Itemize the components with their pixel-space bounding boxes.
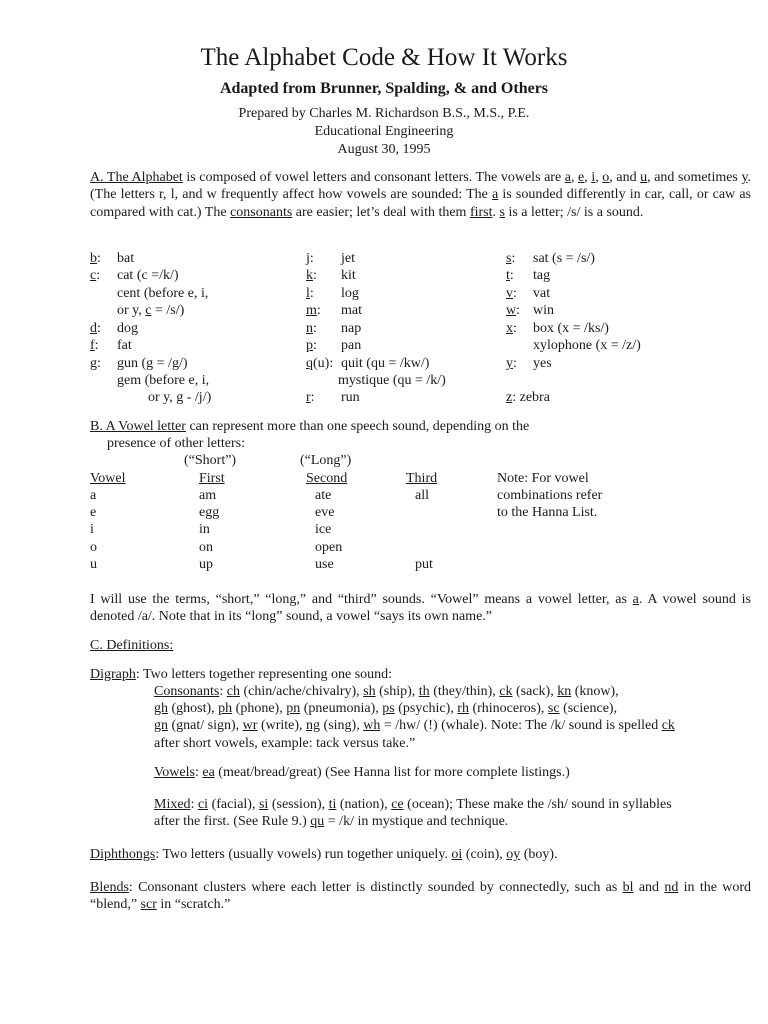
consonants-line-2 [154,701,617,717]
vowel-note: to the Hanna List. [497,505,598,520]
key: n [306,321,313,336]
text: (know), [571,684,619,699]
colon: : [513,321,517,336]
digraph-key: sc [547,701,560,716]
consonants-word: consonants [230,204,293,220]
page-title: The Alphabet Code & How It Works [200,44,568,71]
letter-example: kit [341,268,356,283]
text: = /s/) [151,303,185,318]
letter-example: log [341,286,359,301]
letter-key-z [506,390,550,406]
letter-key-t [506,268,514,284]
text: (they/thin), [429,684,500,699]
vowel-u: u [640,170,648,185]
text: , [595,170,603,185]
first-cell: up [199,557,213,572]
consonants-line-1 [154,684,619,700]
letter-example: win [533,303,554,318]
second-cell: ate [315,488,332,503]
header-first: First [199,471,225,486]
letter-key-q [306,356,333,372]
colon: : [96,268,101,283]
letter-key-w [506,303,520,319]
colon: : [313,268,317,283]
letter-example: jet [341,251,355,266]
digraph-key: gn [154,718,168,733]
colon: : [512,390,517,405]
key: t [506,268,510,283]
letter-key-n [306,321,317,337]
key: l [306,286,310,301]
first-cell: in [199,522,210,537]
diphthong-key: oy [506,847,521,862]
digraph-key: ng [306,718,321,733]
text: (facial), [208,797,259,812]
consonants-line-4: after short vowels, example: tack versus take.” [154,736,416,751]
vowels-label: Vowels [154,765,195,780]
letter-key-x [506,321,517,337]
letter-key-l [306,286,314,302]
digraph-key: ci [197,797,209,812]
text: : Two letters (usually vowels) run together uniquely. [155,847,452,862]
text: . A vowel sound is denoted /a/. Note that in its “long” sound, a vowel “says its own name.” [90,592,751,625]
key: m [306,303,317,318]
text: is composed of vowel letters and consonant letters. The vowels are [182,170,565,185]
text: or y, [117,303,146,318]
text: (session), [268,797,329,812]
letter-example: pan [341,338,362,353]
text: (psychic), [394,701,458,716]
first-cell: egg [199,505,220,520]
diphthong-key: oi [451,847,463,862]
text: (sing), [320,718,364,733]
text: (rhinoceros), [468,701,548,716]
key: w [506,303,517,318]
header-third: Third [406,471,438,486]
text: are easier; let’s deal with them [292,204,470,220]
letter-example: cat (c =/k/) [117,268,179,283]
text: : Consonant clusters where each letter is distinctly sounded by connectedly, such as [128,880,623,895]
letter-key-s [506,251,515,267]
mixed-label: Mixed [154,797,191,812]
vowel-cell: a [90,488,97,503]
key: r [306,390,311,405]
second-cell: ice [315,522,332,537]
digraph-key: si [258,797,269,812]
digraph-key: kn [557,684,572,699]
text: (ship), [375,684,419,699]
letter-example: mystique (qu = /k/) [338,373,446,388]
key: p [306,338,313,353]
first-cell: on [199,540,213,555]
digraph-key: ea [202,765,215,780]
text: = /k/ in mystique and technique. [324,814,509,829]
letter-key-y [506,356,517,372]
key: c [145,303,152,318]
text: (nation), [336,797,392,812]
consonants-label: Consonants [154,684,220,699]
text: . (The letters r, l, and w frequently affect how vowels are sounded: The [90,170,752,203]
vowel-cell: u [90,557,97,572]
blends-label: Blends [90,880,129,895]
vowel-cell: o [90,540,97,555]
digraph-key: qu [310,814,325,829]
section-b-line1 [90,419,529,435]
section-c-heading: C. Definitions: [90,638,174,653]
letter-key-j [306,251,314,267]
colon: : [97,321,101,336]
colon: : [313,321,317,336]
text: (sack), [512,684,558,699]
colon: : [97,251,101,266]
letter-s: s [499,204,505,220]
letter-key-f [90,338,99,354]
text: , [584,170,592,185]
letter-example: nap [341,321,362,336]
letter-example: tag [533,268,551,283]
blends-paragraph [90,879,751,914]
text: after the first. (See Rule 9.) [154,814,311,829]
key: v [506,286,513,301]
section-a-heading: A. The Alphabet [90,170,183,185]
letter-key-k [306,268,317,284]
digraph-key: gh [154,701,168,716]
key: y [506,356,513,371]
second-cell: eve [315,505,335,520]
header-second: Second [306,471,348,486]
key: f [90,338,95,353]
header-vowel: Vowel [90,471,126,486]
colon: : [509,268,514,283]
digraph-key: sh [363,684,376,699]
letter-key-v [506,286,517,302]
digraph-key: ce [391,797,404,812]
digraph-key: ck [661,718,675,733]
colon: (u): [313,356,334,371]
digraph-key: wr [242,718,258,733]
letter-key-c [90,268,100,284]
consonants-line-3 [154,718,675,734]
vowel-o: o [602,170,610,185]
letter-example: gem (before e, i, [117,373,210,388]
colon: : [310,390,315,405]
colon: : [313,338,317,353]
text: (science), [559,701,618,716]
diphthongs-label: Diphthongs [90,847,156,862]
letter-example: sat (s = /s/) [533,251,595,266]
terms-paragraph [90,591,751,626]
vowel-e: e [578,170,585,185]
text: and [633,880,665,895]
vowel-y: y [741,170,748,185]
colon: : [97,356,101,371]
text: can represent more than one speech sound, depending on the [185,419,530,434]
text: (boy). [520,847,558,862]
letter-example: gun (g = /g/) [117,356,188,371]
vowel-note: Note: For vowel [497,471,589,486]
diphthongs-line [90,847,558,863]
letter-key-r [306,390,315,406]
key: x [506,321,513,336]
letter-key-d [90,321,101,337]
text: . [492,204,500,220]
letter-example: vat [533,286,551,301]
letter-example: cent (before e, i, [117,286,209,301]
text: (coin), [462,847,507,862]
letter-example: box (x = /ks/) [533,321,609,336]
vowel-i: i [591,170,596,185]
digraph-key: ti [328,797,337,812]
text: : [194,765,203,780]
colon: : [190,797,198,812]
blend-key: scr [140,897,157,913]
letter-key-m [306,303,321,319]
third-cell: put [415,557,433,572]
letter-example: or y, g - /j/) [148,390,212,405]
colon: : [513,286,517,301]
blend-key: nd [664,880,679,895]
short-label: (“Short”) [184,453,237,468]
text: (ocean); These make the /sh/ sound in syllables [403,797,672,812]
text: (chin/ache/chivalry), [239,684,364,699]
text: in the word “blend,” [90,880,752,913]
letter-example: fat [117,338,132,353]
letter-key-b [90,251,101,267]
author-line: Prepared by Charles M. Richardson B.S., M.S., P.E. [238,106,530,121]
colon: : [219,684,227,699]
digraph-key: th [418,684,430,699]
section-b-line2: presence of other letters: [107,436,245,451]
vowel-cell: i [90,522,94,537]
text: (write), [257,718,307,733]
letter-example: zebra [516,390,550,405]
text: I will use the terms, “short,” “long,” and “third” sounds. “Vowel” means a vowel letter, as [90,592,633,607]
key: b [90,251,97,266]
section-a-paragraph [90,169,751,221]
text: (ghost), [168,701,219,716]
digraph-key: ps [382,701,395,716]
letter-key-p [306,338,317,354]
colon: : [309,251,314,266]
key: q [306,356,313,371]
key: z [506,390,513,405]
text: : Two letters together representing one sound: [135,667,393,682]
mixed-line-1 [154,797,672,813]
second-cell: open [315,540,343,555]
letter-a: a [492,187,499,203]
text: is a letter; /s/ is a sound. [504,204,644,220]
key: k [306,268,313,283]
section-b-heading: B. A Vowel letter [90,419,186,434]
key: g [90,356,97,371]
letter-example: quit (qu = /kw/) [341,356,430,371]
digraph-key: wh [363,718,381,733]
letter-example: run [341,390,360,405]
organization-line: Educational Engineering [314,124,454,139]
colon: : [511,251,516,266]
letter-example: yes [533,356,552,371]
letter-example: xylophone (x = /z/) [533,338,641,353]
digraph-key: ch [226,684,240,699]
letter-example: mat [341,303,362,318]
blend-key: bl [622,880,634,895]
text: (phone), [232,701,287,716]
letter-example: bat [117,251,135,266]
vowel-cell: e [90,505,97,520]
digraph-key: ph [218,701,233,716]
page-subtitle: Adapted from Brunner, Spalding, & and Others [219,80,549,97]
colon: : [316,303,321,318]
third-cell: all [415,488,429,503]
text: (pneumonia), [300,701,383,716]
long-label: (“Long”) [300,453,352,468]
digraph-key: ck [499,684,513,699]
text: is sounded differently in car, call, or caw as compared with cat.) The [90,187,751,220]
vowel-a: a [564,170,571,185]
key: j [306,251,310,266]
text: in “scratch.” [156,897,231,913]
colon: : [309,286,314,301]
date-line: August 30, 1995 [337,142,431,157]
letter-example [117,303,184,319]
second-cell: use [315,557,334,572]
letter-example: dog [117,321,138,336]
text: , and sometimes [647,170,742,185]
letter-key-g [90,356,101,372]
colon: : [513,356,517,371]
first-word: first [469,204,493,220]
text: = /hw/ (!) (whale). Note: The /k/ sound is spelled [380,718,662,733]
mixed-line-2 [154,814,508,830]
vowel-note: combinations refer [497,488,603,503]
key: s [506,251,512,266]
digraph-line [90,667,392,683]
letter-a: a [632,592,639,607]
text: , [570,170,579,185]
text: (meat/bread/great) (See Hanna list for more complete listings.) [214,765,570,780]
digraph-key: rh [457,701,469,716]
key: d [90,321,97,336]
text: , and [609,170,641,185]
digraph-label: Digraph [90,667,136,682]
colon: : [94,338,99,353]
vowels-digraph-line [154,765,570,781]
key: c [90,268,97,283]
first-cell: am [199,488,217,503]
colon: : [516,303,521,318]
text: (gnat/ sign), [168,718,243,733]
digraph-key: pn [286,701,301,716]
